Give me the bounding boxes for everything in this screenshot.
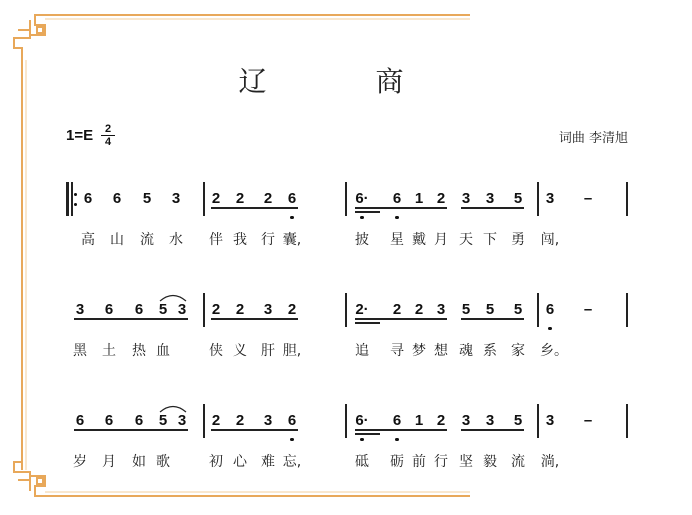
lyric-syllable: 岁 [73,454,87,470]
beam-underline [355,211,380,213]
beam-underline [74,429,188,431]
note: 3 [177,301,187,318]
note: 2 [235,190,245,207]
note: 6· [355,412,369,429]
lyric-syllable: 囊, [282,232,302,248]
note: 3 [263,412,273,429]
lyric-syllable: 坚 [459,454,473,470]
note: 5 [158,301,168,318]
beam-underline [461,318,524,320]
note: 5 [485,301,495,318]
note: 5 [158,412,168,429]
lyric-syllable: 初 [209,454,223,470]
barline [203,293,205,327]
lyric-syllable: 血 [156,343,170,359]
note: 6 [287,412,297,429]
barline [345,182,347,216]
barline [203,404,205,438]
song-title: 辽 商 [238,65,454,98]
note: 3 [545,412,555,429]
note: 6 [545,301,555,318]
lyric-syllable: 勇 [511,232,525,248]
note: 2 [235,412,245,429]
note: 3 [545,190,555,207]
lyric-syllable: 月 [102,454,116,470]
note: 6 [112,190,122,207]
note: 2 [235,301,245,318]
lyric-syllable: 肝 [261,343,275,359]
repeat-barline [66,182,69,216]
beam-underline [355,318,447,320]
barline [203,182,205,216]
lyric-syllable: 侠 [209,343,223,359]
note: 6 [287,190,297,207]
lyric-syllable: 毅 [483,454,497,470]
note: 5 [142,190,152,207]
lyric-syllable: 难 [261,454,275,470]
lyric-syllable: 黑 [73,343,87,359]
lyric-syllable: 下 [483,232,497,248]
note: 2 [263,190,273,207]
note: – [583,301,593,318]
note: 3 [263,301,273,318]
note: – [583,412,593,429]
lyric-syllable: 砺 [390,454,404,470]
beam-underline [461,207,524,209]
beam-underline [211,318,298,320]
composer-credit: 词曲 李清旭 [558,131,628,146]
slur [158,292,188,302]
time-signature [101,124,115,147]
lyric-syllable: 梦 [412,343,426,359]
note: 3 [485,412,495,429]
corner-ornament-bottom [14,462,45,496]
time-signature-denominator: 4 [104,136,112,148]
lyric-syllable: 魂 [459,343,473,359]
note: – [583,190,593,207]
note: 6 [392,412,402,429]
beam-underline [211,207,298,209]
lyric-syllable: 想 [434,343,448,359]
note: 6 [104,301,114,318]
barline [537,404,539,438]
beam-underline [355,433,380,435]
note: 6 [83,190,93,207]
beam-underline [355,207,447,209]
note: 6 [75,412,85,429]
lyric-syllable: 淌, [540,454,560,470]
lyric-syllable: 胆, [282,343,302,359]
lyric-syllable: 披 [355,232,369,248]
note: 2 [436,190,446,207]
note: 3 [485,190,495,207]
lyric-syllable: 山 [110,232,124,248]
key-signature: 1=E [66,127,94,144]
note: 2· [355,301,369,318]
beam-underline [74,318,188,320]
lyric-syllable: 系 [483,343,497,359]
lyric-syllable: 家 [511,343,525,359]
lyric-syllable: 心 [233,454,247,470]
lyric-syllable: 义 [233,343,247,359]
lyric-syllable: 如 [132,454,146,470]
lyric-syllable: 水 [169,232,183,248]
note: 6 [104,412,114,429]
beam-underline [211,429,298,431]
note: 3 [436,301,446,318]
lyric-syllable: 流 [140,232,154,248]
note: 3 [75,301,85,318]
note: 2 [211,190,221,207]
lyric-syllable: 追 [355,343,369,359]
beam-underline [461,429,524,431]
barline [537,293,539,327]
lyric-syllable: 闯, [540,232,560,248]
lyric-syllable: 砥 [355,454,369,470]
lyric-syllable: 忘, [282,454,302,470]
lyric-syllable: 月 [434,232,448,248]
barline [345,293,347,327]
lyric-syllable: 戴 [412,232,426,248]
note: 1 [414,412,424,429]
note: 6· [355,190,369,207]
note: 6 [134,301,144,318]
note: 2 [392,301,402,318]
note: 5 [513,301,523,318]
lyric-syllable: 乡。 [540,343,568,359]
lyric-syllable: 天 [459,232,473,248]
note: 1 [414,190,424,207]
beam-underline [355,322,380,324]
note: 2 [287,301,297,318]
barline [626,404,628,438]
note: 2 [414,301,424,318]
note: 6 [134,412,144,429]
lyric-syllable: 行 [434,454,448,470]
lyric-syllable: 流 [511,454,525,470]
note: 2 [436,412,446,429]
barline [537,182,539,216]
time-signature-numerator: 2 [104,123,112,135]
note: 3 [461,412,471,429]
note: 5 [513,412,523,429]
beam-underline [355,429,447,431]
note: 2 [211,301,221,318]
lyric-syllable: 土 [102,343,116,359]
corner-ornament-top [14,15,45,60]
slur [158,403,188,413]
lyric-syllable: 伴 [209,232,223,248]
barline [626,293,628,327]
lyric-syllable: 行 [261,232,275,248]
barline [626,182,628,216]
note: 3 [177,412,187,429]
note: 3 [461,190,471,207]
note: 6 [392,190,402,207]
note: 5 [513,190,523,207]
lyric-syllable: 我 [233,232,247,248]
note: 3 [171,190,181,207]
lyric-syllable: 热 [132,343,146,359]
lyric-syllable: 高 [81,232,95,248]
lyric-syllable: 前 [412,454,426,470]
lyric-syllable: 星 [390,232,404,248]
barline [345,404,347,438]
note: 2 [211,412,221,429]
note: 5 [461,301,471,318]
repeat-barline-thin [71,182,73,216]
lyric-syllable: 寻 [390,343,404,359]
lyric-syllable: 歌 [156,454,170,470]
